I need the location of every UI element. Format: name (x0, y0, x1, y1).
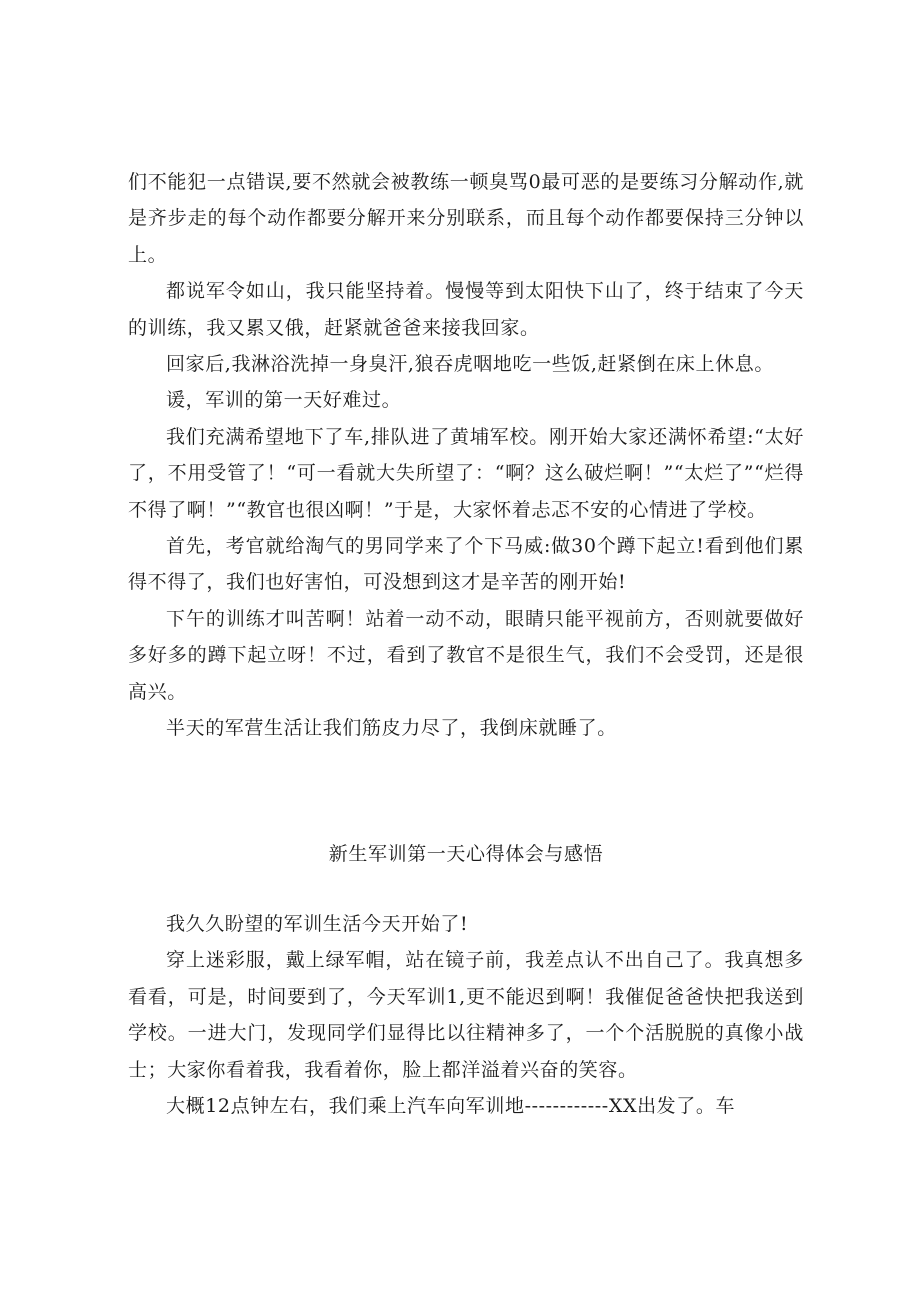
paragraph: 回家后,我淋浴洗掉一身臭汗,狼吞虎咽地吃一些饭,赶紧倒在床上休息。 (166, 353, 774, 376)
paragraph: 下午的训练才叫苦啊！站着一动不动，眼睛只能平视前方，否则就要做好多好多的蹲下起立呀！不过，看到了教官不是很生气，我们不会受罚，还是很高兴。 (128, 607, 804, 703)
paragraph: 半天的军营生活让我们筋皮力尽了，我倒床就睡了。 (166, 717, 617, 740)
section-two-title: 新生军训第一天心得体会与感悟 (328, 843, 604, 865)
paragraph: 我久久盼望的军训生活今天开始了! (166, 913, 469, 935)
paragraph: 都说军令如山，我只能坚持着。慢慢等到太阳快下山了，终于结束了今天的训练，我又累又俄，赶紧就爸爸来接我回家。 (128, 280, 804, 339)
section-one-body (128, 164, 804, 747)
paragraph: 首先，考官就给淘气的男同学来了个下马威:做30个蹲下起立!看到他们累得不得了，我们也好害怕，可没想到这才是辛苦的刚开始! (128, 535, 804, 594)
paragraph: 大概12点钟左右，我们乘上汽车向军训地------------XX出发了。车 (166, 1095, 736, 1118)
paragraph: 们不能犯一点错误,要不然就会被教练一顿臭骂0最可恶的是要练习分解动作,就是齐步走的每个动作都要分解开来分别联系，而且每个动作都要保持三分钟以上。 (128, 171, 804, 266)
paragraph: 穿上迷彩服，戴上绿军帽，站在镜子前，我差点认不出自己了。我真想多看看，可是，时间要到了，今天军训1,更不能迟到啊！我催促爸爸快把我送到学校。一进大门，发现同学们显得比以往精神多了，一个个活脱脱的真像小战士；大家你看着我，我看着你，脸上都洋溢着兴奋的笑容。 (128, 949, 804, 1081)
section-two-body (128, 906, 804, 1124)
paragraph: 我们充满希望地下了车,排队进了黄埔军校。刚开始大家还满怀希望:“太好了，不用受管了！“可一看就大失所望了：“啊？这么破烂啊！”“太烂了”“烂得不得了啊！”“教官也很凶啊！”于是，大家怀着忐忑不安的心情进了学校。 (128, 425, 804, 521)
paragraph: 谖，军训的第一天好难过。 (166, 389, 402, 412)
